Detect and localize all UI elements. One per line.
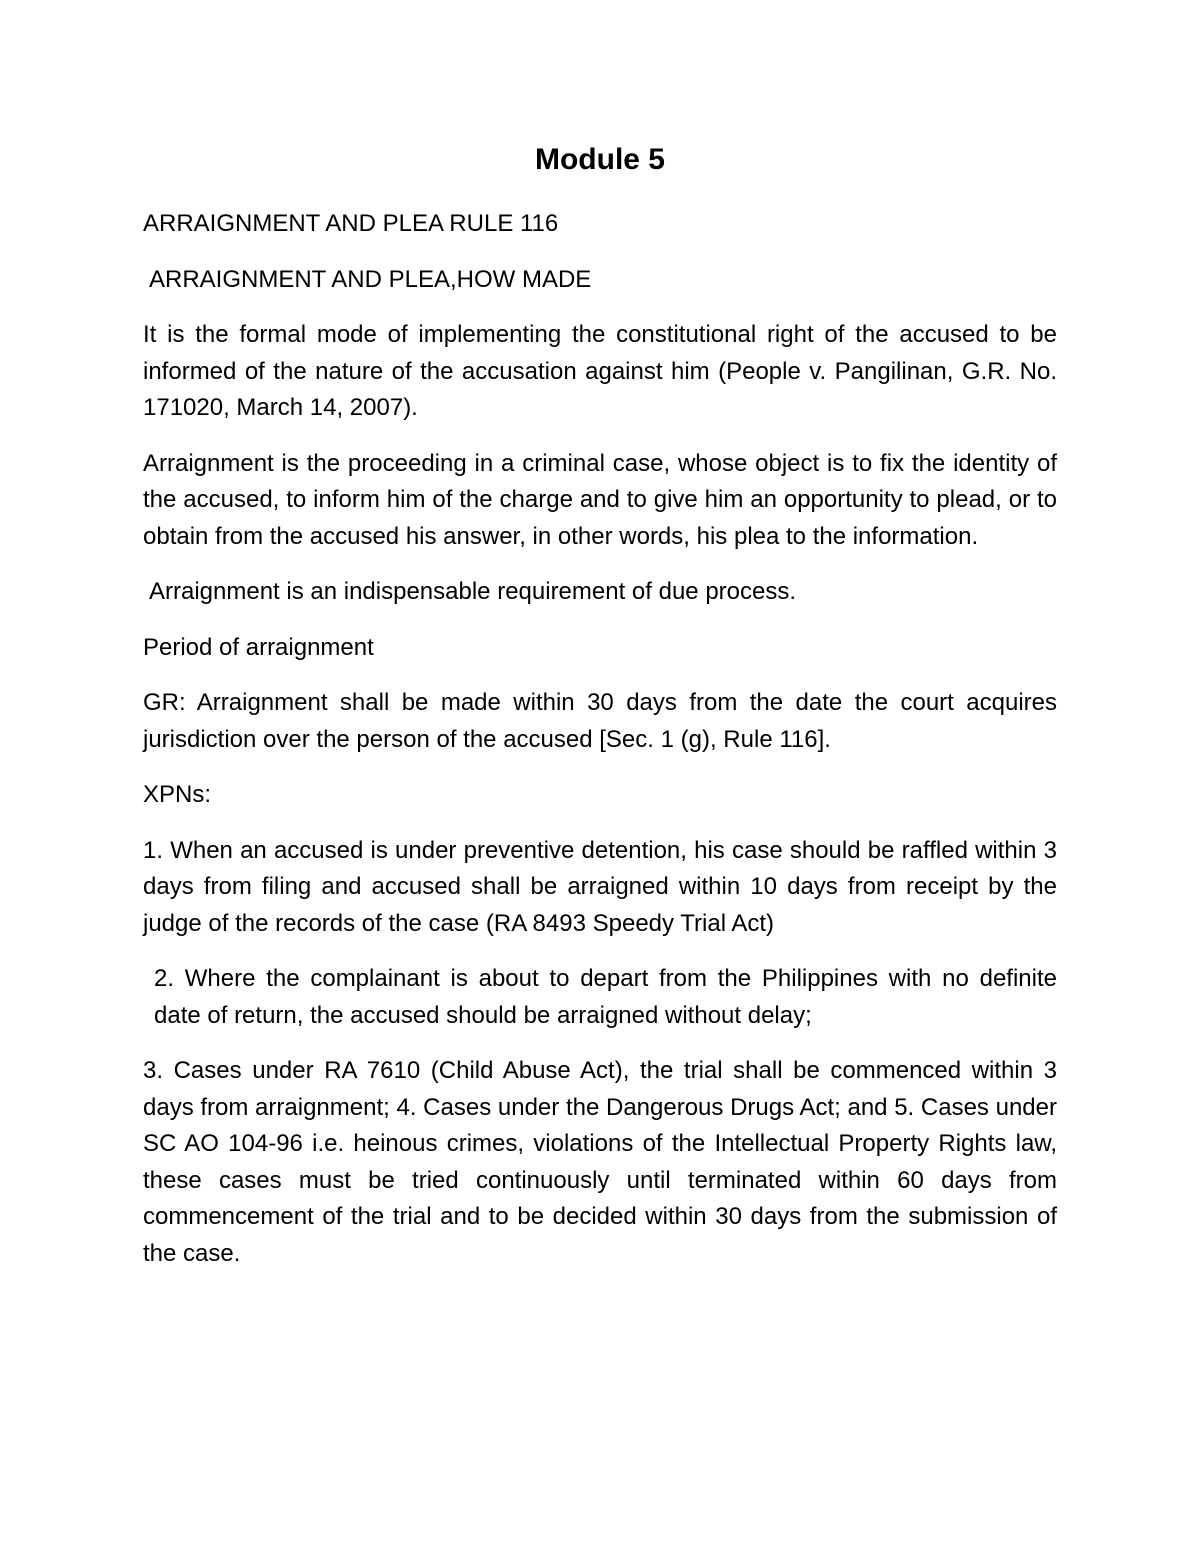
rule-heading: ARRAIGNMENT AND PLEA RULE 116: [143, 210, 559, 237]
paragraph-definition: It is the formal mode of implementing the constitutional right of the accused to be informed of the nature of the accusation against him (People v. Pangilinan, G.R. No. 171020, March 14, 2007).: [143, 321, 1057, 421]
period-heading: Period of arraignment: [143, 633, 374, 661]
exception-item-1: 1. When an accused is under preventive detention, his case should be raffled within 3 days from filing and accused shall be arraigned within 10 days from receipt by the judge of the records of the case (RA 8493 Speedy Trial Act): [143, 836, 1057, 937]
section-heading: ARRAIGNMENT AND PLEA,HOW MADE: [149, 265, 592, 293]
paragraph-general-rule: GR: Arraignment shall be made within 30 days from the date the court acquires jurisdiction over the person of the accused [Sec. 1 (g), Rule 116].: [143, 689, 1057, 753]
exceptions-heading: XPNs:: [143, 781, 212, 808]
exception-item-3-5: 3. Cases under RA 7610 (Child Abuse Act), the trial shall be commenced within 3 days from arraignment; 4. Cases under the Dangerous Drugs Act; and 5. Cases under SC AO 104-96 i.e. heinous crimes, violations of the Intellectual Property Rights law, these cases must be tried continuously until terminated within 60 days from commencement of the trial and to be decided within 30 days from the submission of the case.: [143, 1057, 1057, 1267]
exception-item-2: 2. Where the complainant is about to depart from the Philippines with no definite date of return, the accused should be arraigned without delay;: [154, 965, 1057, 1029]
page-title: Module 5: [534, 143, 665, 176]
paragraph-arraignment-proceeding: Arraignment is the proceeding in a criminal case, whose object is to fix the identity of the accused, to inform him of the charge and to give him an opportunity to plead, or to obtain from the accused his answer, in other words, his plea to the information.: [143, 449, 1057, 550]
document-page: [143, 140, 1057, 1291]
paragraph-due-process: Arraignment is an indispensable requirement of due process.: [149, 578, 797, 605]
